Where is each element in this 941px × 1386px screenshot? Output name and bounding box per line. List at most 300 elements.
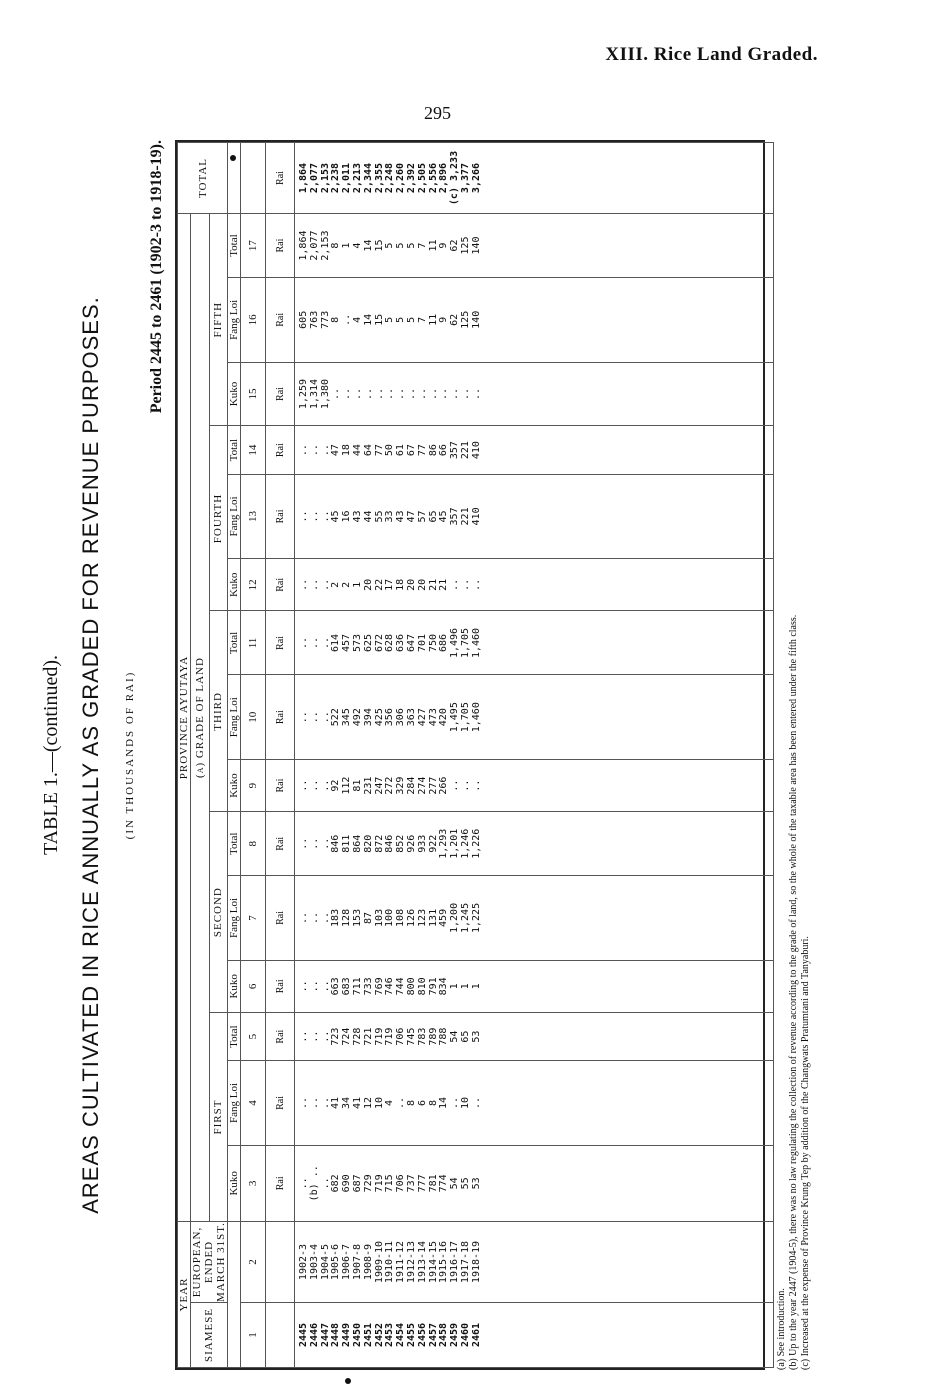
- table-cell: 18: [341, 444, 353, 457]
- table-cell: 2,505: [416, 162, 428, 194]
- table-cell: 789: [427, 1027, 439, 1046]
- table-cell: 306: [395, 708, 407, 727]
- table-cell: 2452: [373, 1322, 385, 1348]
- column-number: 15: [241, 362, 266, 426]
- data-column-second-kuko: [295, 960, 774, 1012]
- column-number: 3: [241, 1145, 266, 1221]
- data-column-third-total: [295, 611, 774, 675]
- table-cell: ..: [308, 1030, 320, 1043]
- table-cell: ..: [298, 1177, 309, 1190]
- column-number: 7: [241, 876, 266, 960]
- table-cell: 719: [373, 1027, 385, 1046]
- column-number: 4: [241, 1061, 266, 1145]
- table-cell: 1,705: [459, 627, 471, 659]
- table-cell: 2445: [298, 1322, 309, 1348]
- table-cell: 715: [384, 1174, 396, 1193]
- table-cell: 54: [449, 1177, 461, 1190]
- table-cell: 457: [341, 633, 353, 653]
- table-cell: 410: [470, 441, 482, 460]
- table-cell: 706: [395, 1174, 407, 1193]
- table-cell: 605: [298, 310, 309, 329]
- table-cell: 2453: [384, 1322, 396, 1348]
- table-cell: ..: [308, 779, 320, 792]
- table-cell: 1,460: [470, 702, 482, 733]
- table-cell: ..: [351, 387, 363, 401]
- rice-grade-table: [175, 140, 765, 1370]
- unit-rai: Rai: [266, 960, 295, 1012]
- table-cell: 2458: [438, 1322, 450, 1348]
- total-subhead-blank: [228, 143, 241, 214]
- table-cell: 425: [373, 708, 385, 727]
- table-cell: 62: [449, 239, 461, 252]
- table-cell: 1905-6: [330, 1243, 342, 1281]
- unit-blank: [266, 1222, 295, 1303]
- table-cell: 5: [384, 316, 396, 323]
- table-cell: 1908-9: [362, 1243, 374, 1281]
- table-cell: 50: [384, 444, 396, 457]
- table-cell: 686: [438, 633, 450, 653]
- table-cell: 2459: [449, 1322, 461, 1348]
- table-cell: 672: [373, 633, 385, 653]
- table-cell: 11: [427, 239, 439, 252]
- table-cell: 1903-4: [308, 1243, 320, 1281]
- second-header: SECOND: [209, 812, 228, 1013]
- table-cell: 8: [330, 242, 342, 249]
- table-cell: 274: [416, 776, 428, 795]
- table-cell: 125: [459, 236, 471, 255]
- table-cell: 11: [427, 313, 439, 326]
- footnotes: [776, 140, 812, 1370]
- speck-mark: [230, 155, 236, 161]
- table-cell: 2,077: [308, 162, 320, 194]
- unit-rai: Rai: [266, 474, 295, 558]
- table-cell: 9: [438, 316, 450, 323]
- column-number: 14: [241, 426, 266, 474]
- table-cell: ..: [459, 779, 471, 792]
- province-header: PROVINCE AYUTAYA: [178, 214, 191, 1222]
- table-cell: 41: [330, 1096, 342, 1109]
- table-cell: 123: [416, 908, 428, 927]
- table-cell: ..: [470, 578, 482, 591]
- table-cell: 1,496: [449, 627, 461, 659]
- column-number: 9: [241, 759, 266, 811]
- table-cell: (b) ..: [308, 1165, 320, 1202]
- table-cell: ..: [298, 578, 309, 591]
- table-cell: 64: [362, 444, 374, 457]
- table-cell: 872: [373, 834, 385, 853]
- table-cell: 44: [362, 510, 374, 523]
- table-cell: 2,260: [395, 162, 407, 194]
- footnote-a: (a) See introduction.: [776, 1288, 787, 1370]
- table-cell: 811: [341, 834, 353, 853]
- table-cell: 781: [427, 1174, 439, 1193]
- table-cell: 4: [351, 242, 363, 249]
- grade-subhead: Fang Loi: [228, 675, 241, 759]
- table-cell: ..: [308, 578, 320, 591]
- table-cell: 744: [395, 977, 407, 996]
- table-cell: 737: [405, 1174, 417, 1193]
- table-cell: 1: [470, 983, 482, 990]
- third-header: THIRD: [209, 611, 228, 812]
- table-cell: 2,392: [405, 162, 417, 194]
- siamese-header: SIAMESE: [191, 1303, 228, 1368]
- table-cell: 763: [308, 310, 320, 329]
- table-cell: ..: [319, 911, 331, 924]
- table-cell: 729: [362, 1174, 374, 1193]
- table-cell: 329: [395, 776, 407, 795]
- table-cell: 724: [341, 1027, 353, 1046]
- table-cell: 1,245: [459, 902, 471, 933]
- page-number: 295: [424, 103, 451, 123]
- data-column-first-kuko: [295, 1145, 774, 1221]
- table-cell: 77: [416, 444, 428, 457]
- table-cell: 18: [395, 578, 407, 591]
- table-cell: 20: [405, 578, 417, 591]
- data-column-european: [295, 1222, 774, 1303]
- table-cell: 20: [362, 578, 374, 591]
- table-cell: 43: [395, 510, 407, 523]
- table-cell: 1,864: [298, 230, 309, 261]
- table-cell: 221: [459, 441, 471, 460]
- table-cell: ..: [319, 980, 331, 993]
- table-cell: 2,213: [351, 162, 363, 194]
- column-number-blank: [241, 143, 266, 214]
- grade-subhead: Total: [228, 426, 241, 474]
- table-cell: 2,077: [308, 230, 320, 261]
- table-cell: 5: [405, 316, 417, 323]
- table-cell: 1909-10: [373, 1240, 385, 1284]
- table-cell: 1914-15: [427, 1240, 439, 1284]
- table-cell: 420: [438, 708, 450, 727]
- table-cell: 53: [470, 1177, 482, 1190]
- unit-rai: Rai: [266, 362, 295, 426]
- table-cell: 777: [416, 1174, 428, 1193]
- grade-subhead: Total: [228, 812, 241, 876]
- table-cell: 357: [449, 507, 461, 526]
- table-cell: 573: [351, 633, 363, 653]
- grade-subhead: Kuko: [228, 759, 241, 811]
- table-cell: 1: [459, 983, 471, 990]
- table-cell: 5: [384, 242, 396, 249]
- table-cell: 745: [405, 1027, 417, 1046]
- table-cell: 3,266: [470, 162, 482, 194]
- table-cell: 81: [351, 779, 363, 792]
- table-cell: ..: [308, 911, 320, 924]
- unit-rai: Rai: [266, 1145, 295, 1221]
- section-title: XIII. Rice Land Graded.: [605, 44, 818, 65]
- table-cell: 522: [330, 708, 342, 727]
- table-cell: ..: [449, 387, 461, 401]
- table-cell: 1912-13: [405, 1240, 417, 1284]
- table-cell: ..: [416, 387, 428, 401]
- table-cell: 14: [362, 239, 374, 252]
- table-cell: 1917-18: [459, 1240, 471, 1284]
- grade-subhead: Kuko: [228, 960, 241, 1012]
- unit-rai: Rai: [266, 611, 295, 675]
- table-cell: 20: [416, 578, 428, 591]
- table-cell: 864: [351, 834, 363, 853]
- grade-subhead: Fang Loi: [228, 1061, 241, 1145]
- grade-subhead: Fang Loi: [228, 876, 241, 960]
- unit-blank: [266, 1303, 295, 1368]
- table-cell: 933: [416, 834, 428, 853]
- table-cell: 53: [470, 1030, 482, 1043]
- table-cell: 719: [373, 1174, 385, 1193]
- table-cell: 47: [330, 444, 342, 457]
- table-cell: 783: [416, 1027, 428, 1046]
- grade-subhead: Kuko: [228, 1145, 241, 1221]
- table-cell: 62: [449, 313, 461, 326]
- data-column-fifth-fangloi: [295, 278, 774, 362]
- table-cell: ..: [319, 837, 331, 850]
- table-cell: 663: [330, 977, 342, 996]
- table-cell: 733: [362, 977, 374, 996]
- table-cell: ..: [319, 1030, 331, 1043]
- table-cell: 16: [341, 510, 353, 523]
- table-cell: 12: [362, 1096, 374, 1109]
- table-cell: 128: [341, 908, 353, 927]
- year-subhead-blank: [228, 1222, 241, 1368]
- column-number: 1: [241, 1303, 266, 1368]
- table-cell: 7: [416, 242, 428, 249]
- table-cell: 728: [351, 1027, 363, 1046]
- table-cell: 683: [341, 977, 353, 996]
- table-cell: ..: [298, 711, 309, 724]
- table-cell: 45: [330, 510, 342, 523]
- data-column-second-fangloi: [295, 876, 774, 960]
- table-cell: 43: [351, 510, 363, 523]
- table-cell: 2449: [341, 1322, 353, 1348]
- table-cell: 773: [319, 310, 331, 329]
- table-cell: 66: [438, 444, 450, 457]
- table-cell: 100: [384, 908, 396, 927]
- table-cell: 356: [384, 708, 396, 727]
- table-cell: ..: [319, 636, 331, 650]
- table-cell: 65: [459, 1030, 471, 1043]
- table-cell: ..: [319, 1177, 331, 1190]
- column-number: 16: [241, 278, 266, 362]
- table-cell: 92: [330, 779, 342, 792]
- table-cell: 2456: [416, 1322, 428, 1348]
- table-cell: 1,226: [470, 828, 482, 859]
- table-cell: 103: [373, 908, 385, 927]
- table-cell: 34: [341, 1096, 353, 1109]
- table-cell: 221: [459, 507, 471, 526]
- column-number: 17: [241, 214, 266, 278]
- table-cell: 427: [416, 708, 428, 727]
- table-cell: 125: [459, 310, 471, 329]
- table-cell: 77: [373, 444, 385, 457]
- table-cell: 1904-5: [319, 1243, 331, 1281]
- table-units: (IN THOUSANDS OF RAI): [124, 670, 136, 840]
- table-cell: 33: [384, 510, 396, 523]
- column-number: 12: [241, 559, 266, 611]
- column-number: 11: [241, 611, 266, 675]
- table-cell: 2448: [330, 1322, 342, 1348]
- table-cell: 8: [405, 1099, 417, 1106]
- table-cell: ..: [308, 1096, 320, 1109]
- table-cell: 4: [384, 1099, 396, 1106]
- table-cell: ..: [298, 510, 309, 523]
- table-cell: 2,355: [373, 162, 385, 194]
- table-cell: 1: [341, 242, 353, 249]
- column-number: 6: [241, 960, 266, 1012]
- table-cell: 1,864: [298, 162, 309, 194]
- table-cell: ..: [449, 578, 461, 591]
- grade-header: (a) GRADE OF LAND: [191, 214, 210, 1222]
- table-cell: ..: [470, 779, 482, 792]
- table-cell: 22: [373, 578, 385, 591]
- table-cell: 2: [341, 581, 353, 588]
- total-header: TOTAL: [178, 143, 228, 214]
- column-number: 5: [241, 1013, 266, 1061]
- table-cell: ..: [395, 1096, 407, 1109]
- table-cell: 750: [427, 633, 439, 653]
- table-cell: ..: [373, 387, 385, 401]
- table-cell: ..: [470, 387, 482, 401]
- table-cell: (c) 3,233: [449, 150, 461, 206]
- first-header: FIRST: [209, 1013, 228, 1222]
- table-cell: ..: [298, 1030, 309, 1043]
- table-cell: 2450: [351, 1322, 363, 1348]
- table-cell: 746: [384, 977, 396, 996]
- table-cell: 1,705: [459, 702, 471, 733]
- table-cell: ..: [362, 387, 374, 401]
- table-cell: 2,153: [319, 230, 331, 261]
- table-cell: ..: [470, 1096, 482, 1109]
- table-cell: 61: [395, 444, 407, 457]
- table-cell: 723: [330, 1027, 342, 1046]
- table-cell: 410: [470, 507, 482, 526]
- table-cell: 834: [438, 977, 450, 996]
- table-cell: 14: [362, 313, 374, 326]
- table-cell: ..: [427, 387, 439, 401]
- table-cell: 922: [427, 834, 439, 853]
- table-cell: 706: [395, 1027, 407, 1046]
- table-cell: ..: [459, 387, 471, 401]
- table-cell: 614: [330, 633, 342, 653]
- table-cell: 131: [427, 908, 439, 927]
- data-column-first-total: [295, 1013, 774, 1061]
- table-cell: ..: [459, 578, 471, 591]
- grade-subhead: Total: [228, 1013, 241, 1061]
- table-cell: 852: [395, 834, 407, 853]
- unit-rai: Rai: [266, 675, 295, 759]
- table-cell: 231: [362, 776, 374, 795]
- table-cell: 67: [405, 444, 417, 457]
- table-cell: 774: [438, 1174, 450, 1193]
- table-cell: 2: [330, 581, 342, 588]
- table-cell: 5: [395, 242, 407, 249]
- table-cell: 7: [416, 316, 428, 323]
- unit-rai: Rai: [266, 1061, 295, 1145]
- grade-subhead: Total: [228, 214, 241, 278]
- table-period: Period 2445 to 2461 (1902-3 to 1918-19).: [148, 140, 165, 414]
- table-cell: 363: [405, 708, 417, 727]
- table-cell: 57: [416, 510, 428, 523]
- unit-rai: Rai: [266, 812, 295, 876]
- table-cell: 2,896: [438, 162, 450, 194]
- data-column-fourth-kuko: [295, 559, 774, 611]
- table-cell: 1,246: [459, 828, 471, 859]
- table-label: TABLE 1.—(continued).: [40, 654, 62, 856]
- table-cell: 492: [351, 708, 363, 727]
- table-cell: 1915-16: [438, 1240, 450, 1284]
- table-cell: ..: [319, 444, 331, 457]
- table-cell: 54: [449, 1030, 461, 1043]
- table-cell: 1,225: [470, 902, 482, 933]
- table-cell: 682: [330, 1174, 342, 1193]
- table-cell: 628: [384, 633, 396, 653]
- table-cell: 1: [351, 581, 363, 588]
- unit-rai: Rai: [266, 214, 295, 278]
- table-cell: 47: [405, 510, 417, 523]
- table-cell: 140: [470, 310, 482, 329]
- table-cell: ..: [298, 1096, 309, 1109]
- table-cell: 3,377: [459, 162, 471, 194]
- table-cell: 55: [459, 1177, 471, 1190]
- unit-rai: Rai: [266, 559, 295, 611]
- table-cell: ..: [308, 837, 320, 850]
- unit-rai: Rai: [266, 426, 295, 474]
- table-cell: ..: [319, 578, 331, 591]
- data-column-fourth-fangloi: [295, 474, 774, 558]
- table-cell: 647: [405, 633, 417, 653]
- table-cell: 10: [373, 1096, 385, 1109]
- table-cell: 2,011: [341, 162, 353, 194]
- table-cell: ..: [395, 387, 407, 401]
- table-cell: 15: [373, 239, 385, 252]
- table-cell: 711: [351, 977, 363, 996]
- table-cell: ..: [298, 837, 309, 850]
- table-cell: 86: [427, 444, 439, 457]
- grade-subhead: Total: [228, 611, 241, 675]
- table-cell: ..: [438, 387, 450, 401]
- table-cell: 721: [362, 1027, 374, 1046]
- table-cell: 1,380: [319, 378, 331, 410]
- unit-rai: Rai: [266, 759, 295, 811]
- table-cell: 701: [416, 633, 428, 653]
- table-cell: 926: [405, 834, 417, 853]
- column-number: 2: [241, 1222, 266, 1303]
- column-number: 13: [241, 474, 266, 558]
- table-cell: 2,248: [384, 162, 396, 194]
- table-cell: 45: [438, 510, 450, 523]
- table-cell: 2446: [308, 1322, 320, 1348]
- table-cell: ..: [341, 387, 353, 401]
- table-cell: 2,238: [330, 162, 342, 194]
- column-number: 10: [241, 675, 266, 759]
- table-cell: 6: [416, 1099, 428, 1106]
- table-cell: 1,200: [449, 902, 461, 933]
- table-cell: 65: [427, 510, 439, 523]
- unit-rai: Rai: [266, 278, 295, 362]
- table-cell: ..: [319, 510, 331, 523]
- data-column-grand-total: [295, 143, 774, 214]
- table-cell: 2447: [319, 1322, 331, 1348]
- table-cell: ..: [384, 387, 396, 401]
- table-cell: ..: [298, 636, 309, 650]
- data-column-fifth-kuko: [295, 362, 774, 426]
- table-cell: 690: [341, 1174, 353, 1193]
- table-cell: 21: [438, 578, 450, 591]
- table-cell: 4: [351, 316, 363, 323]
- table-cell: 112: [341, 776, 353, 795]
- table-cell: ..: [319, 779, 331, 792]
- table-cell: 1910-11: [384, 1240, 396, 1284]
- table-cell: ..: [308, 510, 320, 523]
- table-cell: 8: [330, 316, 342, 323]
